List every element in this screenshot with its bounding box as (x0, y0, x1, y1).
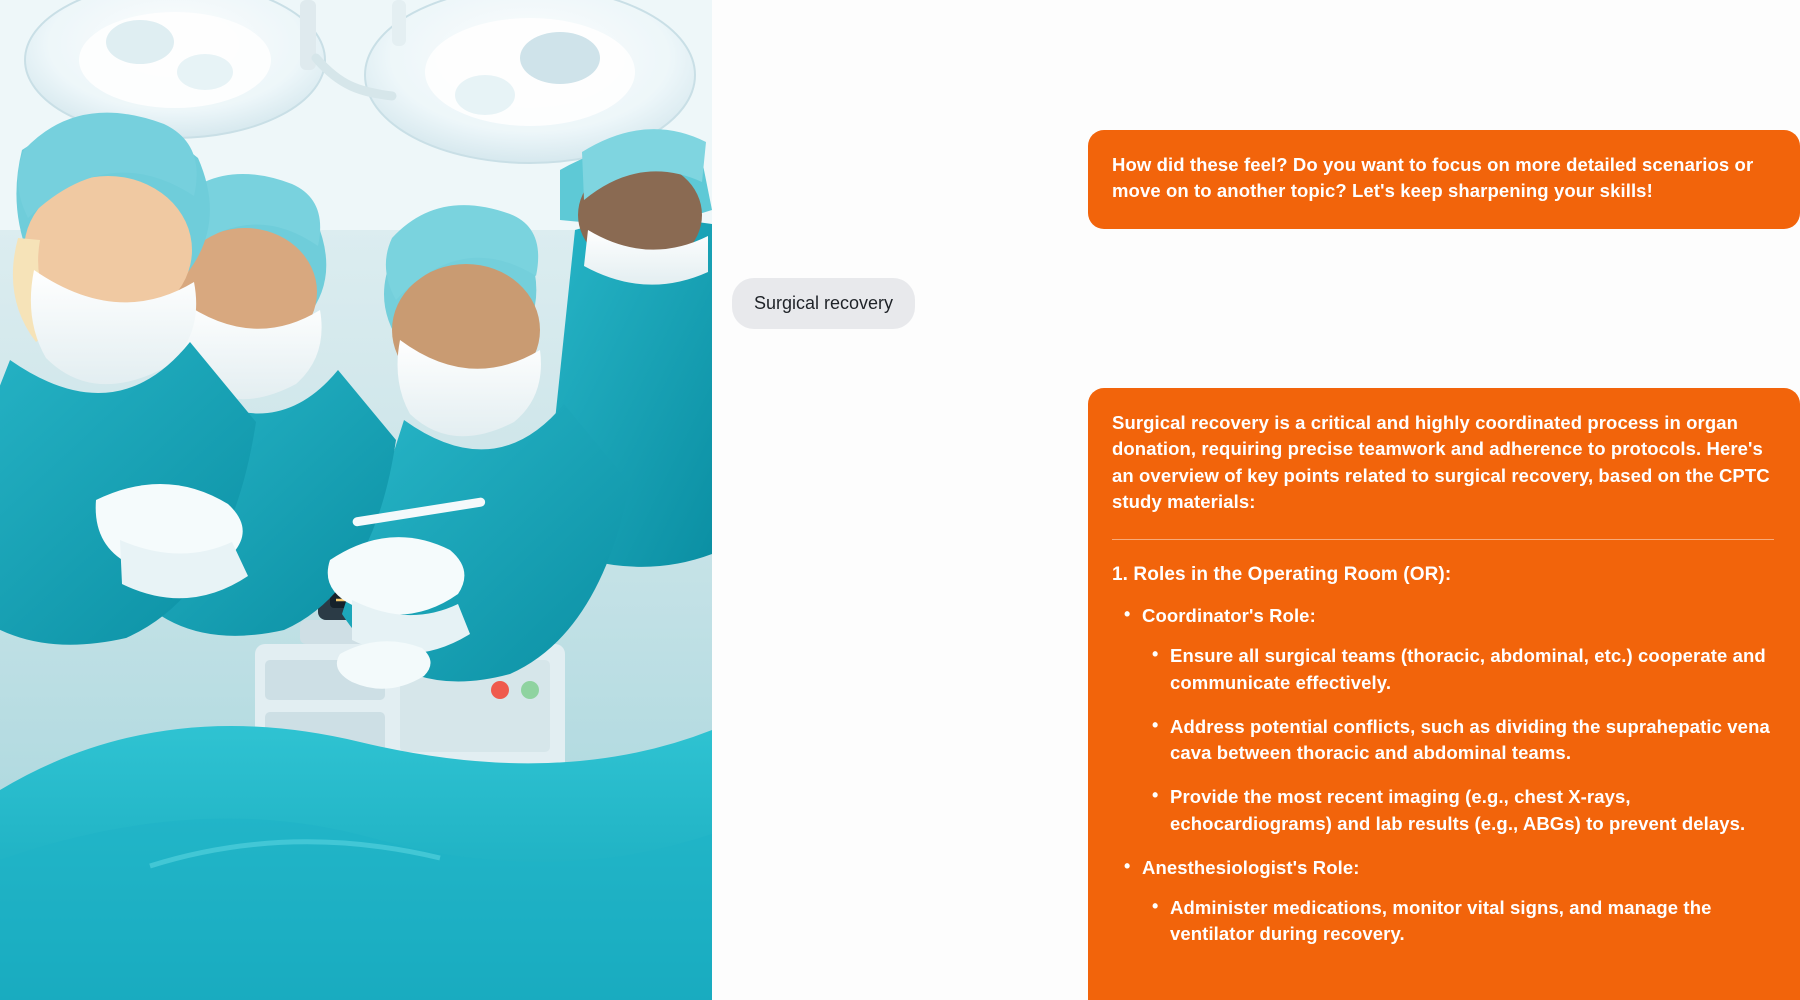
answer-divider (1112, 539, 1774, 540)
role-label-anesthesiologist: Anesthesiologist's Role: (1142, 856, 1360, 878)
list-item: • Provide the most recent imaging (e.g., chest X-rays, echocardiograms) and lab results (e.g., ABGs) to prevent delays. (1170, 784, 1774, 837)
assistant-bubble-prompt: How did these feel? Do you want to focus on more detailed scenarios or move on to another topic? Let's keep sharpening your skills! (1088, 130, 1800, 229)
list-item: • Address potential conflicts, such as dividing the suprahepatic vena cava between thoracic and abdominal teams. (1170, 714, 1774, 767)
chat-scroll-area[interactable] (712, 0, 1800, 1000)
list-item (1142, 603, 1774, 837)
user-bubble-topic: Surgical recovery (732, 278, 915, 329)
list-item: • Administer medications, monitor vital signs, and manage the ventilator during recovery. (1170, 895, 1774, 948)
answer-role-list (1112, 603, 1774, 948)
operating-room-illustration (0, 0, 712, 1000)
hero-image (0, 0, 712, 1000)
assistant-message-2 (1088, 388, 1800, 1000)
coordinator-sublist (1142, 643, 1774, 837)
assistant-bubble-answer (1088, 388, 1800, 1000)
assistant-message-1 (1088, 130, 1800, 229)
chat-panel (712, 0, 1800, 1000)
answer-section-title: 1. Roles in the Operating Room (OR): (1112, 564, 1452, 586)
list-item (1142, 855, 1774, 948)
list-item: • Ensure all surgical teams (thoracic, abdominal, etc.) cooperate and communicate effectively. (1170, 643, 1774, 696)
answer-intro-paragraph: Surgical recovery is a critical and highly coordinated process in organ donation, requiring precise teamwork and adherence to protocols. Here's an overview of key points related to surgical recovery, based on the CPTC study materials: (1112, 412, 1770, 512)
anesthesiologist-sublist (1142, 895, 1774, 948)
role-label-coordinator: Coordinator's Role: (1142, 605, 1316, 627)
user-message-1 (732, 278, 1800, 329)
